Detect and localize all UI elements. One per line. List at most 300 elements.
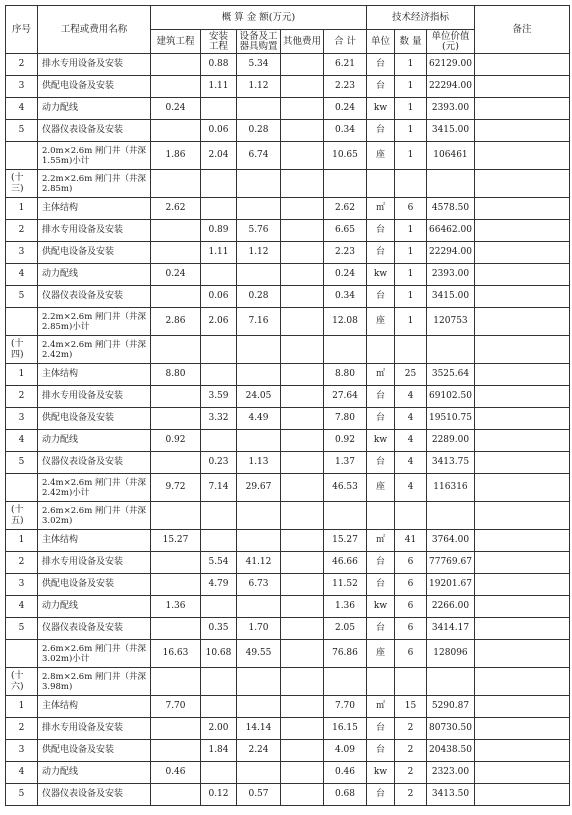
cell-remark [474,762,569,784]
cell-other [281,286,324,308]
cell-unit-price: 69102.50 [427,386,475,408]
cell-remark [474,386,569,408]
cell-total: 10.65 [324,142,367,170]
cell-equipment: 1.70 [237,618,281,640]
cell-seq: 5 [6,286,38,308]
cell-name: 2.0m×2.6m 闸门井（井深1.55m)小计 [38,142,151,170]
cell-equipment [237,502,281,530]
cell-other [281,718,324,740]
cell-qty: 6 [395,574,427,596]
cell-name: 动力配线 [38,596,151,618]
cell-seq: 1 [6,696,38,718]
cell-remark [474,220,569,242]
cell-unit: ㎡ [367,696,395,718]
cell-remark [474,308,569,336]
cell-name: 2.6m×2.6m 闸门井（井深3.02m) [38,502,151,530]
cell-unit: 台 [367,718,395,740]
table-row [6,336,570,364]
cell-construction [151,242,201,264]
table-row [6,308,570,336]
table-body [6,54,570,806]
cell-equipment: 2.24 [237,740,281,762]
cell-install [201,198,237,220]
cell-unit: kw [367,98,395,120]
cell-unit [367,170,395,198]
cell-unit: 台 [367,552,395,574]
cell-name: 动力配线 [38,430,151,452]
cell-unit: 台 [367,286,395,308]
cell-seq: 4 [6,264,38,286]
cell-install [201,170,237,198]
cell-seq [6,640,38,668]
cell-construction: 15.27 [151,530,201,552]
cell-total: 0.46 [324,762,367,784]
cell-remark [474,336,569,364]
cell-other [281,474,324,502]
table-row [6,474,570,502]
cell-remark [474,530,569,552]
cell-install: 2.06 [201,308,237,336]
cell-construction: 1.86 [151,142,201,170]
cell-unit: 座 [367,142,395,170]
cell-name: 供配电设备及安装 [38,242,151,264]
cell-name: 主体结构 [38,696,151,718]
cell-construction [151,120,201,142]
cell-unit-price: 2393.00 [427,264,475,286]
cell-unit: ㎡ [367,530,395,552]
cell-equipment [237,170,281,198]
cell-equipment: 6.74 [237,142,281,170]
cell-unit: 台 [367,76,395,98]
cell-install: 3.59 [201,386,237,408]
cell-total: 0.34 [324,120,367,142]
cell-remark [474,242,569,264]
cell-unit-price: 3414.17 [427,618,475,640]
cell-install: 2.00 [201,718,237,740]
cell-name: 仪器仪表设备及安装 [38,286,151,308]
cell-equipment: 7.16 [237,308,281,336]
cell-unit [367,336,395,364]
cell-equipment: 4.49 [237,408,281,430]
cell-equipment [237,762,281,784]
cell-qty: 6 [395,198,427,220]
cell-seq: 4 [6,430,38,452]
cell-other [281,364,324,386]
cell-equipment: 1.12 [237,242,281,264]
cell-unit-price: 80730.50 [427,718,475,740]
cell-seq: 3 [6,740,38,762]
cell-name: 仪器仪表设备及安装 [38,452,151,474]
cell-name: 2.4m×2.6m 闸门井（井深2.42m)小计 [38,474,151,502]
cell-total: 1.37 [324,452,367,474]
cell-other [281,54,324,76]
cell-total: 11.52 [324,574,367,596]
cell-total: 2.23 [324,242,367,264]
cell-unit: kw [367,430,395,452]
cell-install: 0.06 [201,120,237,142]
table-row [6,696,570,718]
cell-unit: 台 [367,574,395,596]
cell-equipment: 29.67 [237,474,281,502]
cell-name: 排水专用设备及安装 [38,552,151,574]
cell-name: 供配电设备及安装 [38,76,151,98]
cell-total: 76.86 [324,640,367,668]
cell-install: 1.11 [201,76,237,98]
cell-construction: 8.80 [151,364,201,386]
cell-construction [151,286,201,308]
cell-qty [395,336,427,364]
cell-other [281,170,324,198]
cell-total: 16.15 [324,718,367,740]
cell-seq: 1 [6,530,38,552]
cell-unit: 台 [367,784,395,806]
cell-qty: 4 [395,474,427,502]
cell-unit: kw [367,264,395,286]
cell-remark [474,474,569,502]
cell-unit-price: 77769.67 [427,552,475,574]
cell-total: 0.24 [324,264,367,286]
cell-seq: 2 [6,552,38,574]
cell-qty: 25 [395,364,427,386]
cell-unit: 台 [367,242,395,264]
cell-install: 5.54 [201,552,237,574]
cell-name: 供配电设备及安装 [38,740,151,762]
cell-seq: (十三) [6,170,38,198]
table-row [6,452,570,474]
table-row [6,552,570,574]
cell-other [281,574,324,596]
cell-install [201,530,237,552]
header-qty: 数 量 [395,30,427,54]
cell-remark [474,170,569,198]
cell-remark [474,618,569,640]
cell-install [201,596,237,618]
cell-unit-price: 19510.75 [427,408,475,430]
cell-unit-price: 3525.64 [427,364,475,386]
cell-construction [151,718,201,740]
cell-unit-price: 3413.75 [427,452,475,474]
cell-install: 4.79 [201,574,237,596]
cell-equipment: 49.55 [237,640,281,668]
cell-name: 排水专用设备及安装 [38,54,151,76]
cell-qty: 1 [395,264,427,286]
cell-other [281,696,324,718]
table-row [6,264,570,286]
cell-total: 27.64 [324,386,367,408]
cell-qty: 1 [395,98,427,120]
header-remark: 备注 [474,6,569,54]
header-construction: 建筑工程 [151,30,201,54]
cell-other [281,784,324,806]
cell-total: 8.80 [324,364,367,386]
cell-unit: 台 [367,452,395,474]
table-row [6,170,570,198]
cell-qty: 2 [395,784,427,806]
cell-install: 7.14 [201,474,237,502]
table-row [6,242,570,264]
cell-unit: 台 [367,120,395,142]
cell-construction: 7.70 [151,696,201,718]
cell-other [281,386,324,408]
cell-other [281,264,324,286]
header-equipment: 设备及工 器具购置 [237,30,281,54]
cell-total: 0.24 [324,98,367,120]
cell-total: 4.09 [324,740,367,762]
cell-seq: 3 [6,408,38,430]
cell-unit-price: 22294.00 [427,76,475,98]
cell-unit-price: 2266.00 [427,596,475,618]
cell-unit-price: 62129.00 [427,54,475,76]
cell-equipment [237,364,281,386]
cell-name: 动力配线 [38,98,151,120]
cell-qty: 6 [395,618,427,640]
cell-construction [151,220,201,242]
cell-equipment [237,530,281,552]
cell-seq: 5 [6,784,38,806]
cell-equipment: 41.12 [237,552,281,574]
cell-seq: 4 [6,98,38,120]
cell-unit: 台 [367,386,395,408]
cell-other [281,336,324,364]
cell-name: 仪器仪表设备及安装 [38,120,151,142]
cell-name: 供配电设备及安装 [38,574,151,596]
cell-other [281,220,324,242]
cell-unit: kw [367,762,395,784]
cell-seq: 5 [6,618,38,640]
cell-equipment [237,198,281,220]
cell-construction: 0.24 [151,264,201,286]
cell-other [281,98,324,120]
cell-remark [474,54,569,76]
cell-unit-price: 3413.50 [427,784,475,806]
cell-seq: (十四) [6,336,38,364]
cell-install [201,98,237,120]
cell-unit: ㎡ [367,364,395,386]
cell-install: 1.84 [201,740,237,762]
cell-name: 仪器仪表设备及安装 [38,784,151,806]
cell-qty: 6 [395,596,427,618]
table-row [6,430,570,452]
cell-seq: 2 [6,220,38,242]
cell-total: 46.53 [324,474,367,502]
table-row [6,198,570,220]
cell-install [201,364,237,386]
cell-name: 主体结构 [38,198,151,220]
cell-unit-price: 4578.50 [427,198,475,220]
cell-remark [474,502,569,530]
cell-seq [6,308,38,336]
cell-remark [474,76,569,98]
cell-unit [367,668,395,696]
cell-qty: 6 [395,552,427,574]
cell-unit: 座 [367,474,395,502]
cell-construction [151,668,201,696]
cell-total: 0.92 [324,430,367,452]
cell-unit: 台 [367,740,395,762]
table-row [6,54,570,76]
cell-seq: 1 [6,198,38,220]
cell-name: 主体结构 [38,530,151,552]
cell-construction: 1.36 [151,596,201,618]
cell-other [281,198,324,220]
cell-total [324,502,367,530]
cell-qty: 1 [395,308,427,336]
cell-other [281,762,324,784]
cell-other [281,120,324,142]
cell-unit-price: 22294.00 [427,242,475,264]
cell-remark [474,98,569,120]
cell-construction [151,452,201,474]
cell-qty: 1 [395,220,427,242]
cell-seq: 1 [6,364,38,386]
table-row [6,76,570,98]
cell-install: 0.23 [201,452,237,474]
cell-name: 动力配线 [38,264,151,286]
cell-qty: 6 [395,640,427,668]
cell-qty: 1 [395,286,427,308]
cell-qty: 1 [395,54,427,76]
table-row [6,364,570,386]
cell-remark [474,264,569,286]
cell-name: 2.4m×2.6m 闸门井（井深2.42m) [38,336,151,364]
cell-equipment: 14.14 [237,718,281,740]
cell-qty: 41 [395,530,427,552]
cell-qty: 2 [395,740,427,762]
cell-remark [474,364,569,386]
cell-name: 主体结构 [38,364,151,386]
cell-install: 0.88 [201,54,237,76]
cell-install [201,668,237,696]
cell-remark [474,696,569,718]
cell-qty: 1 [395,76,427,98]
cell-qty: 1 [395,242,427,264]
table-row [6,618,570,640]
cell-remark [474,596,569,618]
cell-total: 15.27 [324,530,367,552]
cell-other [281,452,324,474]
cell-install [201,696,237,718]
cell-name: 2.2m×2.6m 闸门井（井深2.85m) [38,170,151,198]
table-row [6,762,570,784]
table-row [6,220,570,242]
cell-total: 2.62 [324,198,367,220]
cell-install: 0.89 [201,220,237,242]
header-unit-price: 单位价值 (元) [427,30,475,54]
cell-unit-price: 66462.00 [427,220,475,242]
cell-construction: 9.72 [151,474,201,502]
table-row [6,640,570,668]
cell-unit: 台 [367,408,395,430]
cell-qty: 1 [395,142,427,170]
cell-other [281,740,324,762]
table-row [6,98,570,120]
cell-construction [151,784,201,806]
cell-other [281,408,324,430]
cell-equipment: 1.12 [237,76,281,98]
cell-remark [474,120,569,142]
cell-unit-price [427,502,475,530]
header-tech-group: 技术经济指标 [367,6,475,30]
table-row [6,502,570,530]
cell-construction [151,170,201,198]
cell-qty: 4 [395,430,427,452]
cell-construction: 2.62 [151,198,201,220]
cell-qty: 2 [395,762,427,784]
cell-other [281,308,324,336]
cell-equipment: 1.13 [237,452,281,474]
cell-name: 动力配线 [38,762,151,784]
cell-other [281,142,324,170]
cell-other [281,668,324,696]
table-row [6,142,570,170]
cell-seq: 3 [6,242,38,264]
cell-construction: 0.92 [151,430,201,452]
header-estimate-group: 概 算 金 额(万元) [151,6,367,30]
cell-total [324,170,367,198]
cell-construction [151,618,201,640]
cell-remark [474,552,569,574]
cell-seq: (十六) [6,668,38,696]
cell-total: 46.66 [324,552,367,574]
table-row [6,120,570,142]
cell-unit: 台 [367,618,395,640]
cell-qty [395,502,427,530]
cell-qty: 4 [395,408,427,430]
table-row [6,784,570,806]
cell-remark [474,452,569,474]
cell-total: 0.34 [324,286,367,308]
table-row [6,740,570,762]
cell-unit-price: 128096 [427,640,475,668]
cell-other [281,430,324,452]
cell-remark [474,408,569,430]
header-unit: 单位 [367,30,395,54]
cell-install: 2.04 [201,142,237,170]
cell-install: 10.68 [201,640,237,668]
cell-remark [474,668,569,696]
cell-unit: kw [367,596,395,618]
cell-name: 排水专用设备及安装 [38,220,151,242]
cell-seq: 2 [6,54,38,76]
cell-equipment: 24.05 [237,386,281,408]
cell-qty: 2 [395,718,427,740]
header-name: 工程或费用名称 [38,6,151,54]
cell-remark [474,640,569,668]
cell-equipment [237,696,281,718]
cell-total: 0.68 [324,784,367,806]
cell-construction [151,408,201,430]
cell-qty: 15 [395,696,427,718]
cell-other [281,618,324,640]
cell-unit-price: 3415.00 [427,120,475,142]
cell-seq [6,142,38,170]
cell-equipment [237,264,281,286]
cell-unit-price: 20438.50 [427,740,475,762]
cell-name: 仪器仪表设备及安装 [38,618,151,640]
cell-qty: 4 [395,452,427,474]
cell-total: 6.21 [324,54,367,76]
cell-unit-price: 2289.00 [427,430,475,452]
cell-install [201,264,237,286]
cell-seq: (十五) [6,502,38,530]
estimate-table [5,5,570,806]
cell-equipment: 5.34 [237,54,281,76]
cell-qty: 4 [395,386,427,408]
cell-other [281,640,324,668]
cell-total: 2.23 [324,76,367,98]
table-row [6,574,570,596]
cell-construction: 2.86 [151,308,201,336]
